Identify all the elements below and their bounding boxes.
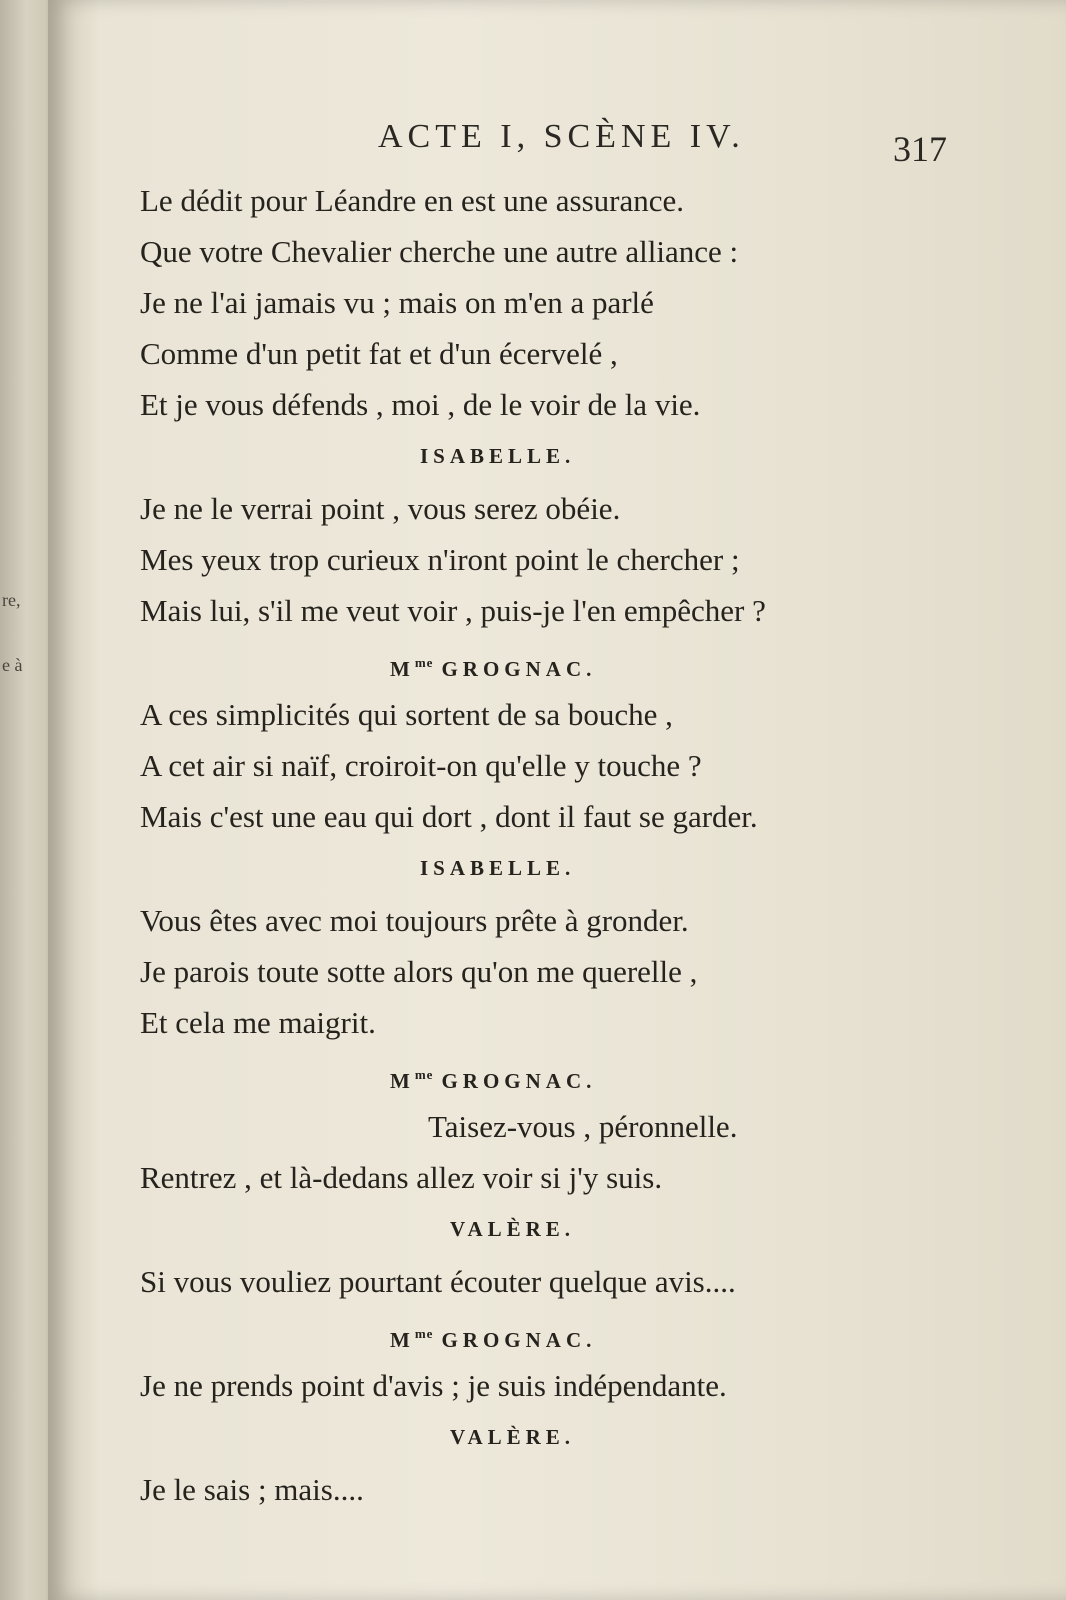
verse-line: Le dédit pour Léandre en est une assurance. [140,183,684,218]
verse-line: Taisez-vous , péronnelle. [428,1109,738,1144]
speaker-title-superscript: me [414,655,434,670]
speaker-title-superscript: me [414,1067,434,1082]
speaker-name-text: GROGNAC. [441,657,597,681]
speaker-name [140,1048,960,1101]
verse-line: A ces simplicités qui sortent de sa bouche , [140,697,673,732]
speaker-name: VALÈRE. [450,1425,576,1449]
speaker-title-prefix: M [390,657,415,681]
verse-line: Si vous vouliez pourtant écouter quelque avis.... [140,1264,736,1299]
margin-fragment: re, [2,590,21,610]
speaker-name: ISABELLE. [420,856,576,880]
verse-line: Je ne prends point d'avis ; je suis indépendante. [140,1368,727,1403]
speaker-name: VALÈRE. [450,1217,576,1241]
speaker-name [140,636,960,689]
verse-line: Et je vous défends , moi , de le voir de la vie. [140,387,701,422]
speaker-title-prefix: M [390,1328,415,1352]
speaker-name-text: GROGNAC. [441,1069,597,1093]
verse-line: Mais lui, s'il me veut voir , puis-je l'en empêcher ? [140,593,766,628]
page-number: 317 [893,129,947,169]
verse-text-block [140,175,960,1515]
speaker-name-text: GROGNAC. [441,1328,597,1352]
verse-line: Vous êtes avec moi toujours prête à gronder. [140,903,689,938]
verse-line: Je ne le verrai point , vous serez obéie. [140,491,621,526]
speaker-title-prefix: M [390,1069,415,1093]
speaker-name [140,1307,960,1360]
running-header: ACTE I, SCÈNE IV. [378,118,745,155]
speaker-title-superscript: me [414,1326,434,1341]
verse-line: Je ne l'ai jamais vu ; mais on m'en a parlé [140,285,654,320]
verse-line: Et cela me maigrit. [140,1005,376,1040]
verse-line: A cet air si naïf, croiroit-on qu'elle y touche ? [140,748,702,783]
verse-line: Que votre Chevalier cherche une autre alliance : [140,234,739,269]
verse-line: Je le sais ; mais.... [140,1472,364,1507]
verse-line: Je parois toute sotte alors qu'on me querelle , [140,954,698,989]
verse-line: Rentrez , et là-dedans allez voir si j'y suis. [140,1160,663,1195]
verse-line: Mes yeux trop curieux n'iront point le chercher ; [140,542,740,577]
verse-line: Comme d'un petit fat et d'un écervelé , [140,336,618,371]
speaker-name: ISABELLE. [420,444,576,468]
margin-fragment: e à [2,655,23,675]
verse-line: Mais c'est une eau qui dort , dont il faut se garder. [140,799,758,834]
